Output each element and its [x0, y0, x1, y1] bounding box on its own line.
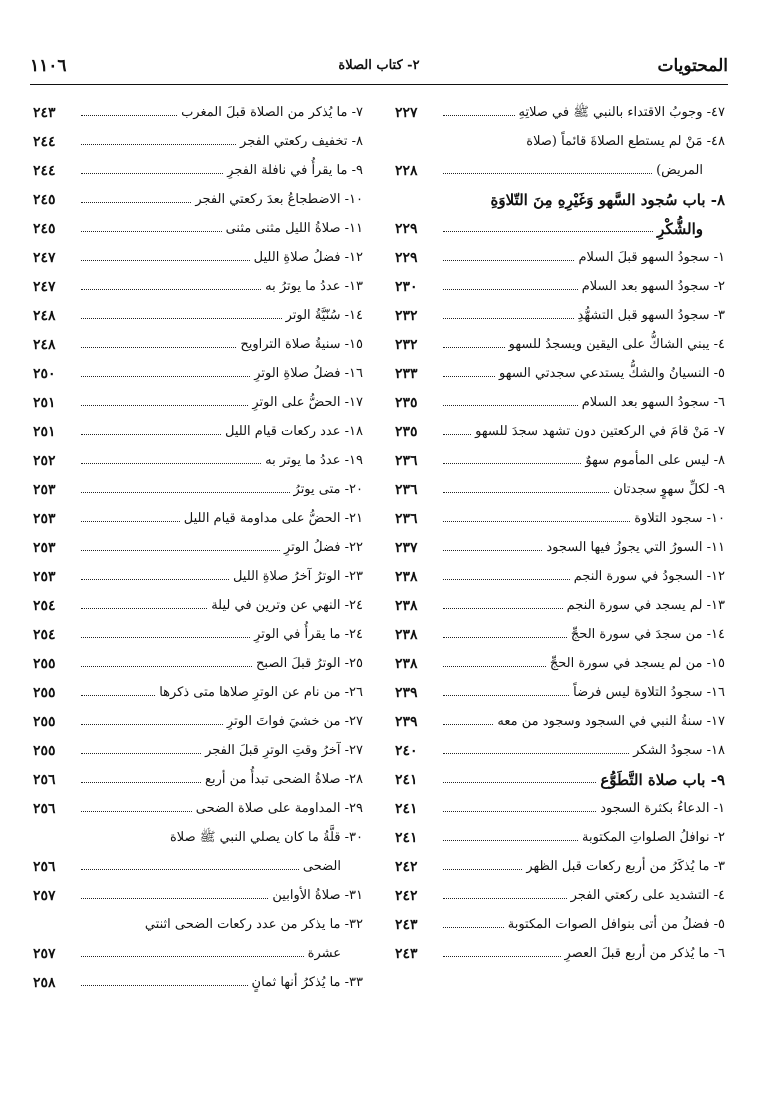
toc-entry-page: ٢٣٣ [395, 366, 418, 382]
toc-entry [33, 673, 363, 702]
toc-entry [33, 586, 363, 615]
dot-leader [443, 405, 578, 406]
toc-entry-title: ٨- تخفيف ركعتي الفجر [240, 134, 363, 149]
toc-entry-page: ٢٤١ [395, 772, 418, 788]
dot-leader [81, 405, 248, 406]
toc-entry [395, 412, 725, 441]
toc-entry [33, 760, 363, 789]
toc-entry-title: ٩- باب صلاة التَّطَوُّع [600, 771, 725, 789]
toc-entry-page: ٢٤٤ [33, 163, 56, 179]
dot-leader [443, 608, 563, 609]
toc-entry-page: ٢٥٤ [33, 598, 56, 614]
toc-entry-title: ٢٩- المداومة على صلاة الضحى [195, 801, 363, 816]
toc-entry-title: ١٦- فضلُ صلاةِ الوترِ [254, 366, 363, 381]
toc-entry [395, 673, 725, 702]
toc-entry [395, 731, 725, 760]
toc-entry-page: ٢٤٤ [33, 134, 56, 150]
dot-leader [443, 637, 567, 638]
dot-leader [443, 115, 515, 116]
toc-entry-page: ٢٤٥ [33, 221, 56, 237]
toc-entry-page: ٢٥٣ [33, 511, 56, 527]
toc-entry [395, 238, 725, 267]
toc-entry [33, 789, 363, 818]
dot-leader [443, 376, 495, 377]
dot-leader [81, 608, 207, 609]
toc-entry [395, 354, 725, 383]
dot-leader [443, 753, 629, 754]
toc-entry-page: ٢٣٨ [395, 627, 418, 643]
toc-entry-page: ٢٣٢ [395, 337, 418, 353]
toc-entry [395, 586, 725, 615]
toc-entry [33, 557, 363, 586]
toc-entry [33, 644, 363, 673]
toc-entry [395, 383, 725, 412]
dot-leader [81, 202, 191, 203]
dot-leader [443, 898, 567, 899]
toc-entry-title: ٢٤- ما يقرأُ في الوترِ [254, 627, 363, 642]
toc-entry-page: ٢٥٣ [33, 569, 56, 585]
toc-entry-title: ١٨- سجودُ الشكر [633, 743, 725, 758]
dot-leader [443, 869, 522, 870]
toc-entry [33, 267, 363, 296]
toc-entry-page: ٢٥٣ [33, 482, 56, 498]
dot-leader [443, 782, 596, 783]
toc-entry [33, 615, 363, 644]
toc-entry-title: ٤٧- وجوبُ الاقتداء بالنبي ﷺ في صلاتِهِ [518, 105, 725, 120]
dot-leader [81, 521, 180, 522]
toc-entry-page: ٢٣٢ [395, 308, 418, 324]
dot-leader [81, 550, 280, 551]
toc-entry-title: ٥- فضلُ من أتى بنوافل الصوات المكتوبة [507, 917, 725, 932]
running-title: المحتويات [657, 56, 728, 76]
toc-entry-page: ٢٥٣ [33, 540, 56, 556]
toc-entry [33, 731, 363, 760]
toc-entry-page: ٢٤٥ [33, 192, 56, 208]
toc-entry-title: ٥- النسيانُ والشكُّ يستدعي سجدتي السهو [499, 366, 725, 381]
toc-section-heading [395, 760, 725, 789]
toc-entry-title: ١٢- السجودُ في سورة النجم [573, 569, 725, 584]
toc-entry-page: ٢٤٣ [395, 946, 418, 962]
toc-entry-title: ٦- سجودُ السهو بعد السلام [581, 395, 725, 410]
toc-entry-title: ٢٧- من خشيَ فواتَ الوترِ [226, 714, 363, 729]
dot-leader [81, 463, 261, 464]
toc-entry-page: ٢٥٨ [33, 975, 56, 991]
dot-leader [81, 985, 248, 986]
toc-entry-title: ١٦- سجودُ التلاوة ليس فرضاً [573, 685, 725, 700]
dot-leader [81, 144, 236, 145]
toc-entry-page: ٢٢٩ [395, 250, 418, 266]
toc-entry-page: ٢٣٦ [395, 511, 418, 527]
toc-entry [395, 557, 725, 586]
toc-entry-title: ٤- يبني الشاكُّ على اليقين ويسجدُ للسهو [508, 337, 725, 352]
dot-leader [443, 579, 570, 580]
toc-entry-title: ١٥- سنيةُ صلاة التراويح [240, 337, 363, 352]
toc-entry-page: ٢٥٠ [33, 366, 56, 382]
toc-entry-title: ١١- صلاةُ الليل مثنى مثنى [225, 221, 363, 236]
toc-entry [33, 905, 363, 963]
toc-entry-page: ٢٤٠ [395, 743, 418, 759]
dot-leader [81, 811, 192, 812]
toc-entry [33, 441, 363, 470]
dot-leader [81, 289, 261, 290]
dot-leader [81, 695, 155, 696]
dot-leader [81, 869, 299, 870]
toc-entry-page: ٢٤٢ [395, 888, 418, 904]
toc-entry-page: ٢٥٥ [33, 656, 56, 672]
toc-entry-title-continued: المريض) [656, 163, 703, 178]
toc-entry-title: ٨- ليس على المأموم سهوٌ [585, 453, 725, 468]
toc-entry-page: ٢٥٥ [33, 685, 56, 701]
toc-section-heading [395, 180, 725, 238]
toc-entry-title: ٩- لكلِّ سهوٍ سجدتان [613, 482, 725, 497]
dot-leader [81, 434, 221, 435]
toc-entry-page: ٢٤٧ [33, 279, 56, 295]
toc-entry-page: ٢٤٨ [33, 308, 56, 324]
dot-leader [443, 173, 652, 174]
dot-leader [443, 260, 574, 261]
toc-entry [33, 238, 363, 267]
dot-leader [81, 492, 290, 493]
toc-entry-title: ٢٣- الوترُ آخرُ صلاةِ الليل [232, 569, 363, 584]
toc-entry [33, 963, 363, 992]
toc-entry-page: ٢٥٦ [33, 859, 56, 875]
toc-entry [33, 412, 363, 441]
toc-entry-title: ٤٨- مَنْ لم يستطع الصلاةَ قائماً (صلاة [526, 134, 725, 149]
toc-entry-title: ٣- سجودُ السهو قبل التشهُّدِ [577, 308, 725, 323]
toc-entry [395, 789, 725, 818]
dot-leader [443, 434, 471, 435]
dot-leader [81, 376, 250, 377]
toc-entry [395, 499, 725, 528]
toc-entry-page: ٢٥١ [33, 424, 56, 440]
dot-leader [443, 724, 493, 725]
toc-entry-title: ١٧- سنةُ النبي في السجود وسجود من معه [497, 714, 725, 729]
toc-entry-title: ١٠- الاضطجاعُ بعدَ ركعتي الفجر [195, 192, 363, 207]
toc-entry-title: ٢٨- صلاةُ الضحى تبدأُ من أربع [205, 772, 363, 787]
dot-leader [443, 463, 581, 464]
toc-entry [33, 354, 363, 383]
toc-entry-title: ١٢- فضلُ صلاةِ الليل [253, 250, 363, 265]
toc-entry-page: ٢٢٨ [395, 163, 418, 179]
toc-entry [33, 383, 363, 412]
toc-entry-page: ٢٢٩ [395, 221, 418, 237]
toc-entry-page: ٢٣٨ [395, 656, 418, 672]
toc-entry-page: ٢٤٣ [395, 917, 418, 933]
dot-leader [81, 753, 201, 754]
toc-entry [395, 847, 725, 876]
toc-entry-title: ٢٦- من نام عن الوترِ صلاها متى ذكرها [159, 685, 363, 700]
toc-entry-page: ٢٤٢ [395, 859, 418, 875]
toc-entry [395, 122, 725, 180]
toc-entry-page: ٢٤١ [395, 801, 418, 817]
toc-entry-title: ١٣- لم يسجد في سورة النجم [566, 598, 725, 613]
toc-entry-title: ٢٠- متى يوترُ [293, 482, 363, 497]
toc-entry [33, 93, 363, 122]
toc-entry-page: ٢٣٠ [395, 279, 418, 295]
header-rule [30, 84, 728, 85]
toc-entry-title: ١- الدعاءُ بكثرة السجود [600, 801, 725, 816]
dot-leader [81, 115, 177, 116]
dot-leader [81, 782, 201, 783]
toc-entry-title: ١١- السورُ التي يجوزُ فيها السجود [546, 540, 725, 555]
toc-entry-page: ٢٥٦ [33, 801, 56, 817]
toc-entry-page: ٢٣٩ [395, 685, 418, 701]
chapter-title: ٢- كتاب الصلاة [338, 58, 420, 73]
toc-entry-title: ١٤- من سجدَ في سورة الحجِّ [570, 627, 725, 642]
toc-entry [395, 905, 725, 934]
dot-leader [81, 318, 282, 319]
dot-leader [81, 956, 304, 957]
toc-entry-title: ٢٧- آخرُ وقتِ الوترِ قبلَ الفجر [205, 743, 363, 758]
toc-entry [395, 325, 725, 354]
toc-entry [395, 528, 725, 557]
dot-leader [81, 347, 236, 348]
toc-entry [33, 702, 363, 731]
dot-leader [81, 173, 223, 174]
toc-entry [395, 93, 725, 122]
page-header [30, 56, 728, 82]
toc-entry-page: ٢٥٧ [33, 946, 56, 962]
toc-entry-title: ٢٥- الوترُ قبلَ الصبح [256, 656, 363, 671]
toc-entry [33, 296, 363, 325]
toc-column-left [33, 93, 363, 992]
toc-entry [395, 934, 725, 963]
toc-entry-title-continued: عشرة [307, 946, 341, 961]
toc-entry-title: ٢- سجودُ السهو بعد السلام [581, 279, 725, 294]
toc-entry-title-continued: الضحى [302, 859, 341, 874]
toc-entry-title: ٧- ما يُذكر من الصلاة قبلَ المغرب [181, 105, 363, 120]
toc-entry [395, 267, 725, 296]
toc-entry-title: ٧- مَنْ قامَ في الركعتين دون تشهد سجدَ للسهو [475, 424, 725, 439]
dot-leader [443, 695, 569, 696]
toc-entry [395, 818, 725, 847]
toc-entry-page: ٢٥٧ [33, 888, 56, 904]
toc-entry [33, 151, 363, 180]
toc-entry-page: ٢٣٩ [395, 714, 418, 730]
dot-leader [81, 724, 223, 725]
toc-entry-page: ٢٣٦ [395, 482, 418, 498]
toc-entry [395, 702, 725, 731]
dot-leader [443, 521, 630, 522]
toc-entry-title: ٦- ما يُذكر من أربع قبلَ العصرِ [564, 946, 725, 961]
toc-entry [33, 180, 363, 209]
toc-entry [395, 470, 725, 499]
dot-leader [443, 347, 505, 348]
toc-entry-page: ٢٣٥ [395, 395, 418, 411]
toc-entry-title: ٢٢- فضلُ الوترِ [283, 540, 363, 555]
page-number: ١١٠٦ [30, 56, 67, 76]
toc-entry-page: ٢٥٦ [33, 772, 56, 788]
dot-leader [443, 956, 561, 957]
dot-leader [443, 811, 596, 812]
toc-entry-page: ٢٣٥ [395, 424, 418, 440]
dot-leader [443, 840, 578, 841]
toc-entry-page: ٢٣٨ [395, 569, 418, 585]
toc-entry-title: ٢١- الحضُّ على مداومة قيام الليل [183, 511, 363, 526]
toc-entry-title: ٨- باب سُجود السَّهو وَغَيْرِهِ مِنَ التّلاوَةِ [490, 191, 725, 209]
toc-entry-title: ٢٤- النهي عن وترين في ليلة [211, 598, 363, 613]
dot-leader [443, 289, 578, 290]
toc-column-right [395, 93, 725, 963]
toc-entry-title: ١- سجودُ السهو قبلَ السلام [578, 250, 725, 265]
toc-entry-page: ٢٥٤ [33, 627, 56, 643]
toc-entry-title: ٣١- صلاةُ الأوابين [272, 888, 363, 903]
toc-entry-page: ٢٢٧ [395, 105, 418, 121]
dot-leader [443, 231, 653, 232]
toc-entry [395, 296, 725, 325]
toc-entry-title: ١٣- عددُ ما يوترُ به [265, 279, 363, 294]
toc-entry-title: ١٩- عددُ ما يوتر به [265, 453, 363, 468]
toc-entry-page: ٢٥٢ [33, 453, 56, 469]
toc-entry-title: ٣٢- ما يذكر من عدد ركعات الضحى اثنتي [144, 917, 363, 932]
toc-entry-title: ٤- التشديد على ركعتي الفجر [570, 888, 725, 903]
toc-entry [33, 209, 363, 238]
toc-entry [395, 644, 725, 673]
toc-entry [33, 818, 363, 876]
dot-leader [443, 927, 504, 928]
toc-entry-page: ٢٣٦ [395, 453, 418, 469]
toc-entry-page: ٢٣٨ [395, 598, 418, 614]
toc-entry [33, 470, 363, 499]
toc-entry-title: ٣٣- ما يُذكرُ أنها ثمانٍ [251, 975, 363, 990]
dot-leader [81, 666, 252, 667]
toc-entry [33, 325, 363, 354]
toc-entry-title: ٣٠- قلَّةُ ما كان يصلي النبي ﷺ صلاة [170, 830, 363, 845]
toc-entry [395, 615, 725, 644]
dot-leader [443, 318, 574, 319]
toc-entry-title: ١٠- سجود التلاوة [634, 511, 725, 526]
dot-leader [443, 492, 609, 493]
toc-entry-title: ١٨- عدد ركعات قيام الليل [225, 424, 363, 439]
toc-entry [395, 876, 725, 905]
toc-entry-page: ٢٤١ [395, 830, 418, 846]
dot-leader [443, 550, 542, 551]
dot-leader [81, 260, 250, 261]
toc-entry-title: ١٧- الحضُّ على الوترِ [252, 395, 363, 410]
dot-leader [81, 898, 268, 899]
dot-leader [81, 231, 222, 232]
toc-entry-title: ١٥- من لم يسجد في سورة الحجِّ [549, 656, 725, 671]
toc-entry-page: ٢٤٣ [33, 105, 56, 121]
dot-leader [81, 637, 250, 638]
toc-entry [33, 528, 363, 557]
toc-entry-title: ١٤- سُنّيَّةُ الوتر [285, 308, 363, 323]
toc-entry-page: ٢٤٨ [33, 337, 56, 353]
toc-entry-page: ٢٥٥ [33, 743, 56, 759]
toc-entry-page: ٢٣٧ [395, 540, 418, 556]
toc-entry-page: ٢٥١ [33, 395, 56, 411]
toc-entry [33, 499, 363, 528]
dot-leader [81, 579, 229, 580]
toc-entry [33, 876, 363, 905]
toc-entry [395, 441, 725, 470]
toc-entry-title: ٩- ما يقرأُ في نافلة الفجرِ [227, 163, 363, 178]
toc-entry-title-continued: والشُّكْرِ [657, 220, 703, 238]
dot-leader [443, 666, 546, 667]
toc-entry-title: ٢- نوافلُ الصلواتِ المكتوبة [582, 830, 725, 845]
toc-entry-page: ٢٥٥ [33, 714, 56, 730]
toc-entry [33, 122, 363, 151]
toc-entry-page: ٢٤٧ [33, 250, 56, 266]
toc-entry-title: ٣- ما يُذكَرُ من أربع ركعات قبل الظهر [526, 859, 725, 874]
